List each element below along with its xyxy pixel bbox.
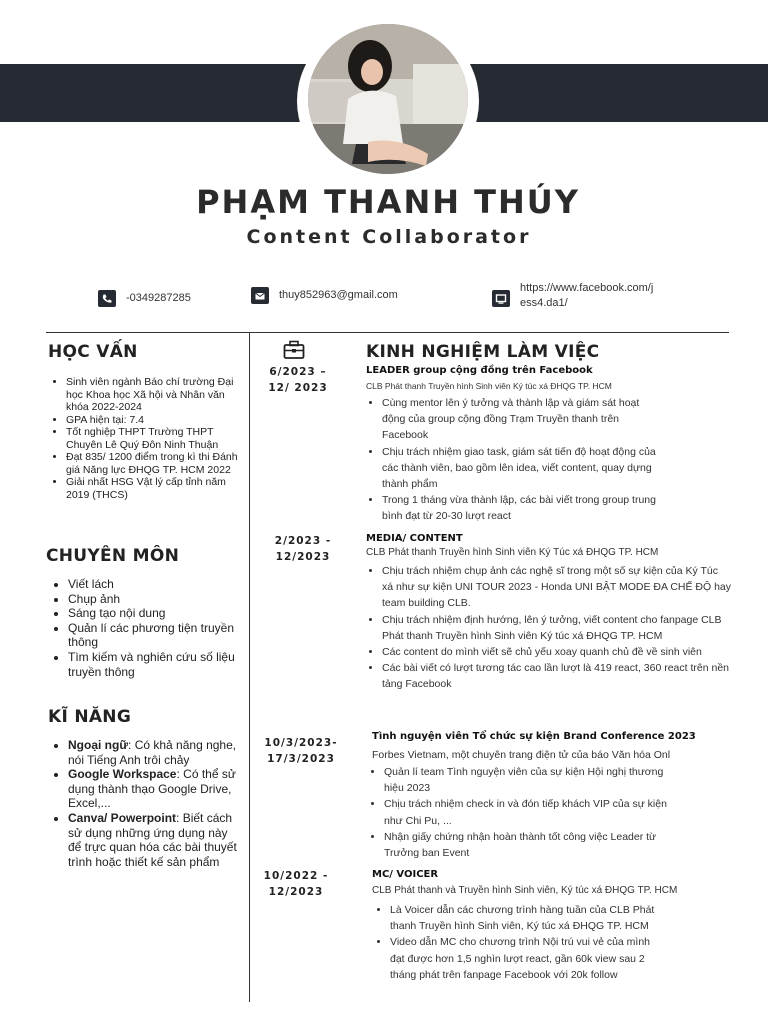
list-item: • Sáng tạo nội dung: [68, 606, 240, 621]
contact-email: [251, 288, 398, 304]
list-item: • Quản lí team Tình nguyện viên của sự kiện Hội nghị thương hiệu 2023: [384, 764, 668, 796]
skills-heading: KĨ NĂNG: [48, 707, 132, 727]
list-item: • Viết lách: [68, 577, 240, 592]
horizontal-divider: [46, 332, 729, 333]
job-date-start: 2/2023 -: [274, 535, 332, 547]
list-item: • GPA hiện tại: 7.4: [66, 414, 240, 427]
education-heading: HỌC VẤN: [48, 342, 138, 362]
job-organization: CLB Phát thanh Truyền hình Sinh viên Ký túc xá ĐHQG TP. HCM: [366, 381, 612, 391]
facebook-link-line-2: ess4.da1/: [520, 297, 568, 309]
candidate-name: PHẠM THANH THÚY: [196, 183, 580, 221]
list-item: [68, 738, 240, 767]
job-date: [241, 868, 351, 900]
job-date-end: 17/3/2023: [267, 753, 335, 765]
briefcase-icon: [283, 340, 305, 360]
job-date-end: 12/2023: [268, 886, 324, 898]
monitor-icon: [492, 290, 510, 307]
email-address[interactable]: thuy852963@gmail.com: [279, 289, 398, 301]
job-bullets: [366, 395, 660, 525]
list-item: • Quản lí các phương tiện truyền thông: [68, 621, 240, 650]
skill-text: : Có thể sử dụng thành thạo Google Drive, Excel,...: [68, 767, 236, 811]
job-date: [246, 735, 356, 767]
list-item: • Các content do mình viết sẽ chủ yếu xoay quanh chủ đề về sinh viên: [382, 644, 732, 660]
list-item: • Chịu trách nhiệm giao task, giám sát tiến độ hoạt động của các thành viên, bao gồm lên idea, viết content, quay dựng thành phẩm: [382, 444, 660, 493]
facebook-link[interactable]: [520, 281, 653, 311]
job-date-end: 12/ 2023: [268, 382, 328, 394]
job-organization: Forbes Vietnam, một chuyên trang điện tử của báo Văn hóa Onl: [372, 749, 671, 761]
phone-icon: [98, 290, 116, 307]
list-item: • Các bài viết có lượt tương tác cao lần lượt là 419 react, 360 react trên nền tảng Facebook: [382, 660, 732, 692]
skill-label: Canva/ Powerpoint: [68, 810, 177, 825]
job-title: Tình nguyện viên Tổ chức sự kiện Brand Conference 2023: [372, 731, 696, 742]
contact-facebook: [492, 281, 653, 311]
job-date: [248, 533, 358, 565]
portrait-photo: [308, 24, 468, 174]
job-title: LEADER group cộng đồng trên Facebook: [366, 365, 593, 376]
skill-label: Google Workspace: [68, 767, 177, 782]
skill-text: : Có khả năng nghe, nói Tiếng Anh trôi chảy: [68, 738, 237, 767]
list-item: • Chịu trách nhiệm check in và đón tiếp khách VIP của sự kiện như Chi Pu, ...: [384, 796, 668, 828]
education-list: [48, 376, 240, 501]
job-organization: CLB Phát thanh Truyền hình Sinh viên Ký Túc xá ĐHQG TP. HCM: [366, 547, 659, 558]
mail-icon: [251, 287, 269, 304]
list-item: • Giải nhất HSG Vật lý cấp tỉnh năm 2019 (THCS): [66, 476, 240, 501]
avatar: [308, 24, 468, 174]
column-divider: [249, 332, 250, 1002]
job-date-start: 10/3/2023-: [264, 737, 338, 749]
list-item: • Là Voicer dẫn các chương trình hàng tuần của CLB Phát thanh Truyền hình Sinh viên, Ký túc xá ĐHQG TP. HCM: [390, 902, 664, 934]
list-item: • Sinh viên ngành Báo chí trường Đại học Khoa học Xã hội và Nhân văn khóa 2022-2024: [66, 376, 240, 414]
list-item: • Tốt nghiệp THPT Trường THPT Chuyên Lê Quý Đôn Ninh Thuận: [66, 426, 240, 451]
skills-list: [50, 738, 240, 869]
facebook-link-line-1: https://www.facebook.com/j: [520, 282, 654, 294]
job-title: MEDIA/ CONTENT: [366, 533, 463, 544]
list-item: • Chịu trách nhiệm định hướng, lên ý tưởng, viết content cho fanpage CLB Phát thanh Truyền hình Sinh viên Ký túc xá ĐHQG TP. HCM: [382, 612, 732, 644]
list-item: • Cùng mentor lên ý tưởng và thành lập và giám sát hoạt động của group cộng đồng Trạm Truyền thanh trên Facebook: [382, 395, 660, 444]
job-date-start: 10/2022 -: [263, 870, 329, 882]
job-date-end: 12/2023: [275, 551, 331, 563]
list-item: [68, 811, 240, 869]
expertise-heading: CHUYÊN MÔN: [46, 546, 180, 566]
list-item: • Trong 1 tháng vừa thành lập, các bài viết trong group trung bình đạt từ 20-30 lượt react: [382, 492, 660, 524]
contact-phone: [98, 291, 191, 307]
job-bullets: [374, 902, 664, 983]
skill-label: Ngoại ngữ: [68, 738, 129, 752]
list-item: • Nhận giấy chứng nhận hoàn thành tốt công việc Leader từ Trưởng ban Event: [384, 829, 668, 861]
list-item: • Đạt 835/ 1200 điểm trong kì thi Đánh giá Năng lực ĐHQG TP. HCM 2022: [66, 451, 240, 476]
list-item: • Tìm kiếm và nghiên cứu số liệu truyền thông: [68, 650, 240, 679]
job-date: [243, 364, 353, 396]
skill-text: : Biết cách sử dụng những ứng dụng này để trực quan hóa các bài thuyết trình hoặc thiết kế sản phẩm: [68, 810, 237, 869]
list-item: • Chịu trách nhiệm chụp ảnh các nghệ sĩ trong một số sự kiện của Ký Túc xá như sự kiện UNI TOUR 2023 - Honda UNI BẬT MODE ĐA CHẾ ĐỘ hay team building CLB.: [382, 563, 732, 612]
job-date-start: 6/2023 –: [269, 366, 327, 378]
list-item: • Chụp ảnh: [68, 592, 240, 607]
phone-number: -0349287285: [126, 292, 191, 304]
job-organization: CLB Phát thanh và Truyền hình Sinh viên, Ký túc xá ĐHQG TP. HCM: [372, 885, 678, 896]
list-item: [68, 767, 240, 811]
expertise-list: [50, 577, 240, 679]
list-item: • Video dẫn MC cho chương trình Nội trú vui vẻ của mình đạt được hơn 1,5 nghìn lượt react, gần 60k view sau 2 tháng phát trên fanpage Facebook với 20k follow: [390, 934, 664, 983]
experience-heading: KINH NGHIỆM LÀM VIỆC: [366, 342, 600, 362]
job-bullets: [366, 563, 732, 693]
job-bullets: [368, 764, 668, 861]
job-title: MC/ VOICER: [372, 869, 439, 880]
candidate-role: Content Collaborator: [246, 226, 532, 248]
